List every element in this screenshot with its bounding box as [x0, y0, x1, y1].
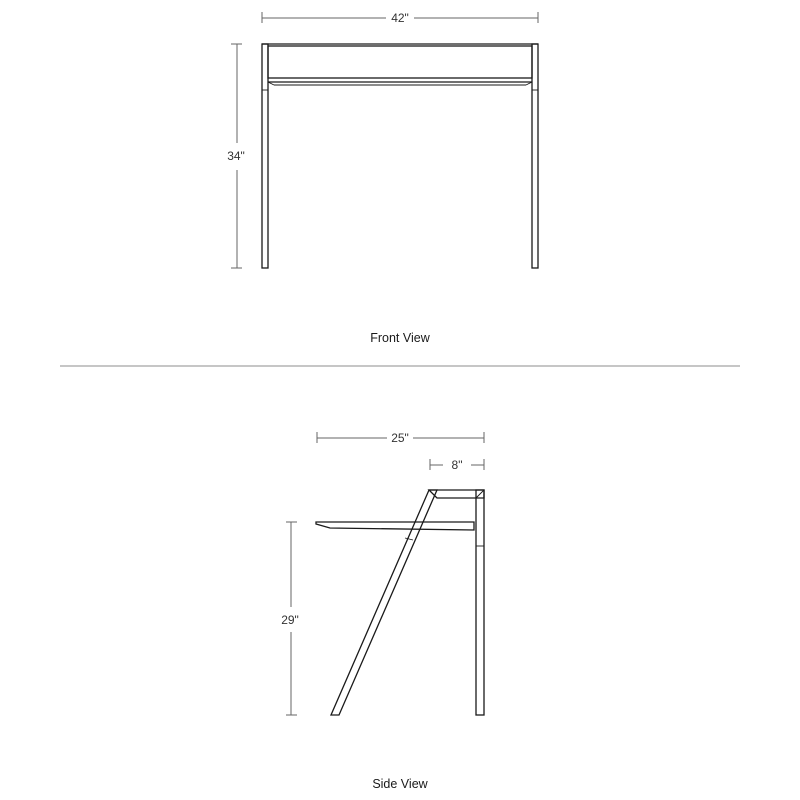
side-view-caption: Side View: [372, 777, 428, 791]
front-view-caption: Front View: [370, 331, 430, 345]
side-depth-label: 25": [391, 431, 409, 445]
front-shelf-panel: [268, 46, 532, 78]
front-right-leg: [532, 44, 538, 268]
side-view: [281, 431, 484, 791]
front-view: [227, 11, 538, 345]
side-desk-top: [316, 522, 474, 530]
side-back-leg: [476, 490, 484, 715]
side-depth-dimension: [317, 431, 484, 445]
side-shelf-depth-label: 8": [451, 458, 463, 472]
front-height-dimension: [227, 44, 245, 268]
side-height-label: 29": [281, 613, 299, 627]
side-shelf-depth-dimension: [430, 458, 484, 472]
front-left-leg: [262, 44, 268, 268]
side-desk-outline: [316, 490, 484, 715]
front-desk-outline: [262, 44, 538, 268]
front-height-label: 34": [227, 149, 245, 163]
front-width-dimension: [262, 11, 538, 25]
front-width-label: 42": [391, 11, 409, 25]
side-height-dimension: [281, 522, 299, 715]
side-slanted-leg: [331, 490, 437, 715]
